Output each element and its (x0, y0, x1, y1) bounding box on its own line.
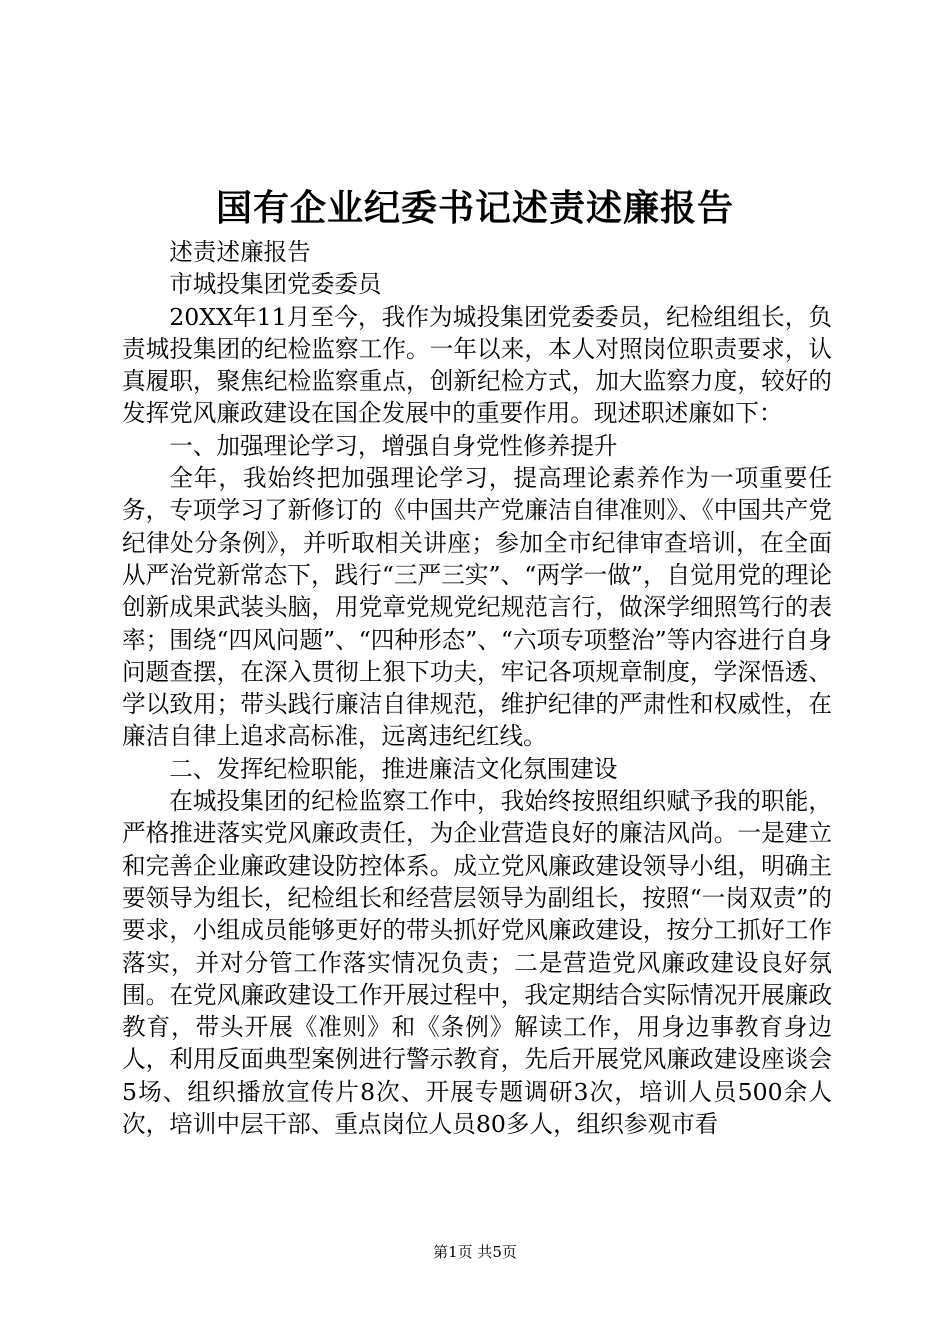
paragraph-author: 市城投集团党委委员 (169, 270, 382, 299)
document-title: 国有企业纪委书记述责述廉报告 (215, 187, 734, 229)
page-footer: 第1页 共5页 (433, 1243, 517, 1261)
paragraph-section-2: 在城投集团的纪检监察工作中，我始终按照组织赋予我的职能，严格推进落实党风廉政责任，为企业营造良好的廉洁风尚。一是建立和完善企业廉政建设防控体系。成立党风廉政建设领导小组，明确主要领导为组长，纪检组长和经营层领导为副组长，按照“一岗双责”的要求，小组成员能够更好的带头抓好党风廉政建设，按分工抓好工作落实，并对分管工作落实情况负责；二是营造党风廉政建设良好氛围。在党风廉政建设工作开展过程中，我定期结合实际情况开展廉政教育，带头开展《准则》和《条例》解读工作，用身边事教育身边人，利用反面典型案例进行警示教育，先后开展党风廉政建设座谈会5场、组织播放宣传片8次、开展专题调研3次，培训人员500余人次，培训中层干部、重点岗位人员80多人，组织参观市看 (122, 787, 832, 1139)
paragraph-report-name: 述责述廉报告 (169, 238, 311, 266)
document-body (122, 236, 832, 1140)
paragraph-section-1: 全年，我始终把加强理论学习，提高理论素养作为一项重要任务，专项学习了新修订的《中国共产党廉洁自律准则》、《中国共产党纪律处分条例》，并听取相关讲座；参加全市纪律审查培训，在全面从严治党新常态下，践行“三严三实”、“两学一做”，自觉用党的理论创新成果武装头脑，用党章党规党纪规范言行，做深学细照笃行的表率；围绕“四风问题”、“四种形态”、“六项专项整治”等内容进行自身问题查摆，在深入贯彻上狠下功夫，牢记各项规章制度，学深悟透、学以致用；带头践行廉洁自律规范，维护纪律的严肃性和权威性，在廉洁自律上追求高标准，远离违纪红线。 (122, 464, 832, 751)
section-heading-2: 二、发挥纪检职能，推进廉洁文化氛围建设 (169, 754, 618, 783)
paragraph-intro: 20XX年11月至今，我作为城投集团党委委员，纪检组组长，负责城投集团的纪检监察工作。一年以来，本人对照岗位职责要求，认真履职，聚焦纪检监察重点，创新纪检方式，加大监察力度，较好的发挥党风廉政建设在国企发展中的重要作用。现述职述廉如下： (122, 302, 832, 428)
section-heading-1: 一、加强理论学习，增强自身党性修养提升 (169, 431, 618, 460)
